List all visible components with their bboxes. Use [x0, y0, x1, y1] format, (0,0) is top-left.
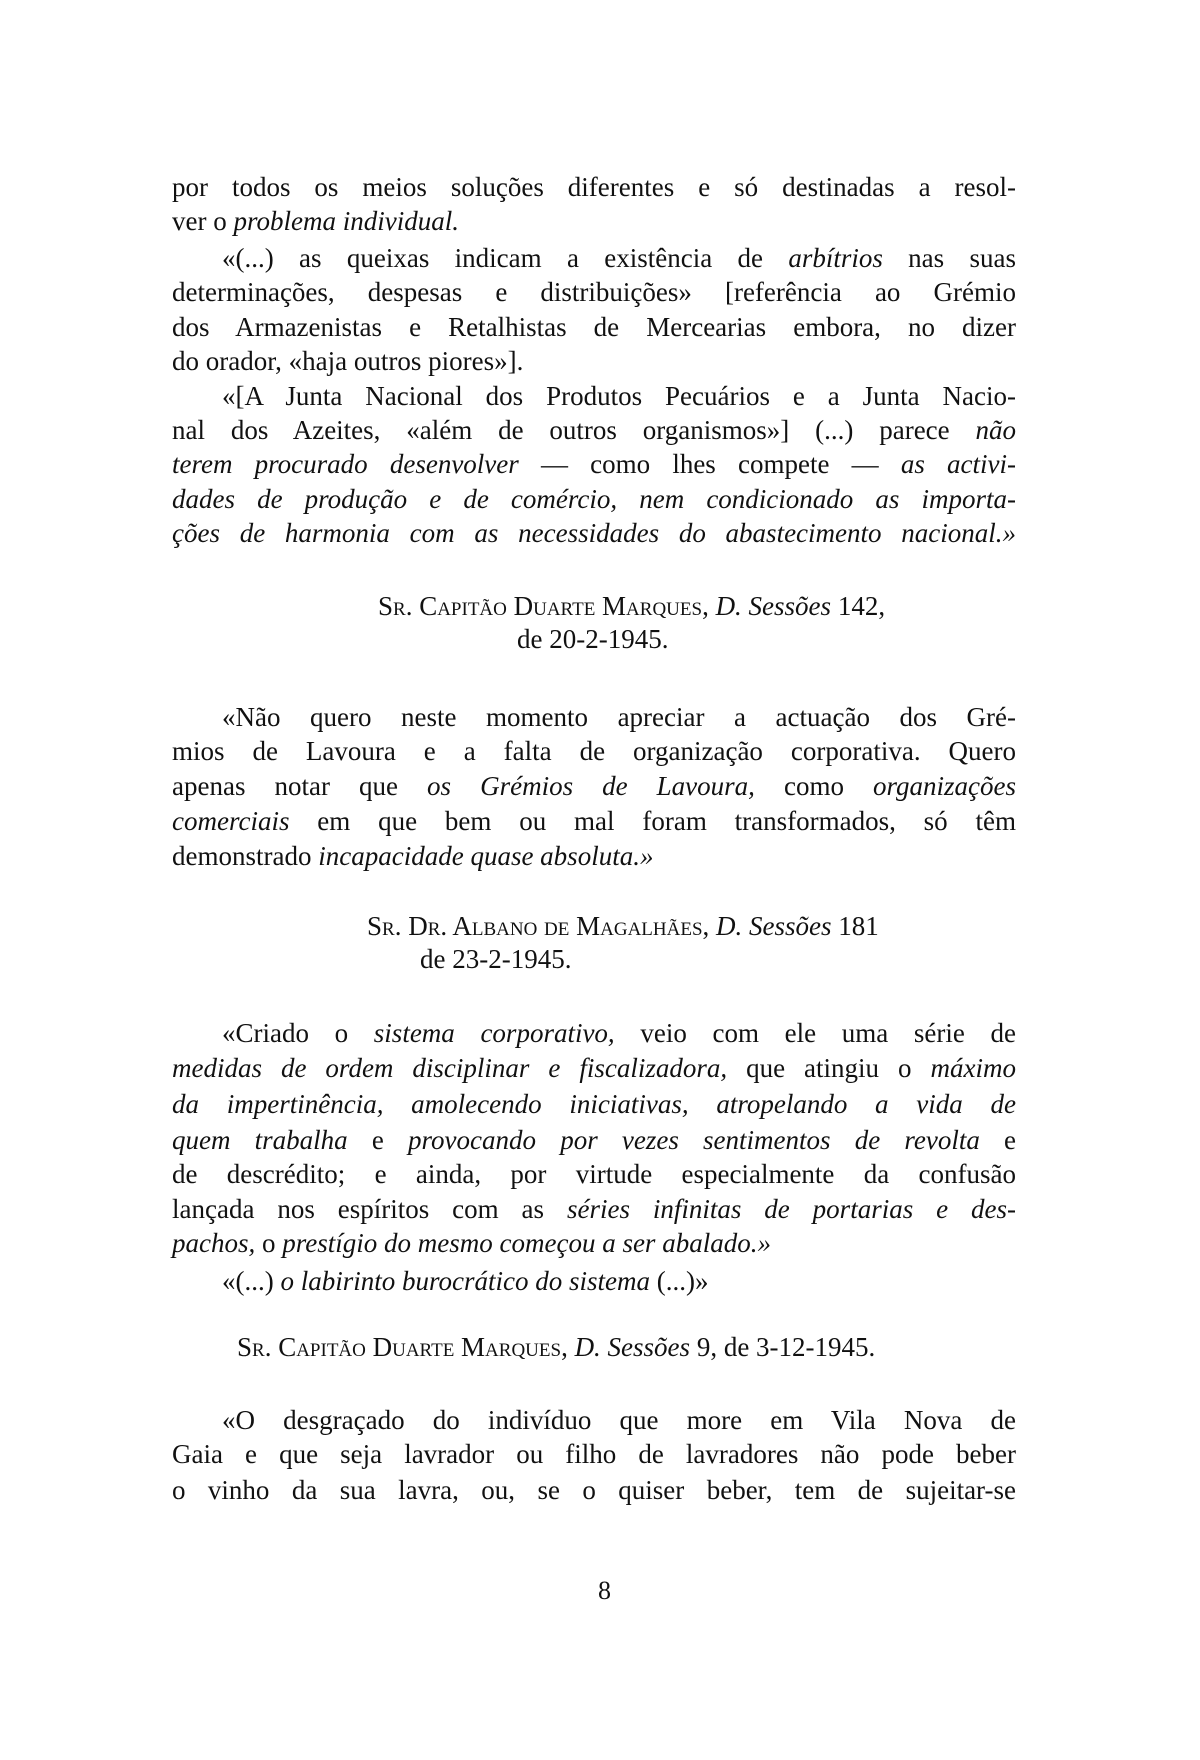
text-run: veio com ele uma série de — [614, 1018, 1016, 1048]
italic-text: o labirinto burocrático do sistema — [280, 1266, 650, 1296]
italic-text: máximo — [930, 1053, 1016, 1083]
text-run: que atingiu o — [727, 1053, 931, 1083]
italic-text: D. Sessões — [716, 911, 832, 941]
italic-text: organizações — [873, 771, 1016, 801]
paragraph-line — [172, 310, 1016, 344]
text-run: por todos os meios soluções diferentes e só destinadas a resol- — [172, 172, 1016, 202]
text-run: e — [347, 1125, 409, 1155]
italic-text: provocando por vezes sentimentos de revolta — [408, 1125, 980, 1155]
text-run: lançada nos espíritos com as — [172, 1194, 567, 1224]
text-run: como — [754, 771, 873, 801]
paragraph-line — [172, 1437, 1016, 1471]
speaker-name: Sr. Dr. Albano de Magalhães, — [367, 911, 717, 941]
text-run: determinações, despesas e distribuições» [referência ao Grémio — [172, 277, 1016, 307]
paragraph-line — [222, 1264, 1016, 1298]
italic-text: pachos, — [172, 1228, 256, 1258]
text-run: de 23-2-1945. — [420, 944, 572, 974]
attribution-line — [367, 909, 879, 943]
italic-text: sistema corporativo, — [373, 1018, 615, 1048]
paragraph-line — [172, 1123, 1016, 1157]
text-run: nal dos Azeites, «além de outros organismos»] (...) parece — [172, 415, 976, 445]
text-run: o — [255, 1228, 283, 1258]
paragraph-line — [172, 1157, 1016, 1191]
italic-text: D. Sessões — [574, 1332, 691, 1362]
paragraph-line — [172, 839, 1016, 873]
paragraph-line — [222, 700, 1016, 734]
italic-text: séries infinitas de portarias e des- — [566, 1194, 1016, 1224]
text-run: em que bem ou mal foram transformados, só têm — [289, 806, 1016, 836]
text-run: dos Armazenistas e Retalhistas de Mercearias embora, no dizer — [172, 312, 1016, 342]
paragraph-line — [222, 1016, 1016, 1050]
text-run: nas suas — [882, 243, 1016, 273]
paragraph-line — [172, 413, 1016, 447]
text-run: (...)» — [649, 1266, 709, 1296]
paragraph-line — [172, 804, 1016, 838]
italic-text: não — [975, 415, 1016, 445]
italic-text: prestígio do mesmo começou a ser abalado.» — [282, 1228, 771, 1258]
text-run: 142, — [831, 591, 886, 621]
paragraph-line — [172, 275, 1016, 309]
paragraph-line — [172, 1192, 1016, 1226]
text-run: Gaia e que seja lavrador ou filho de lavradores não pode beber — [172, 1439, 1016, 1469]
italic-text: incapacidade quase absoluta.» — [318, 841, 654, 871]
text-run: «[A Junta Nacional dos Produtos Pecuários e a Junta Nacio- — [222, 381, 1016, 411]
attribution-line — [517, 622, 668, 656]
page-number: 8 — [598, 1576, 611, 1605]
paragraph-line — [172, 769, 1016, 803]
italic-text: as activi- — [900, 449, 1017, 479]
text-run: «(...) as queixas indicam a existência de — [222, 243, 789, 273]
paragraph-line — [222, 379, 1016, 413]
italic-text: terem procurado desenvolver — [172, 449, 519, 479]
paragraph-line — [172, 516, 1016, 550]
italic-text: os Grémios de Lavoura, — [427, 771, 755, 801]
paragraph-line — [172, 734, 1016, 768]
text-run: de 20-2-1945. — [517, 624, 669, 654]
text-run: 9, de 3-12-1945. — [690, 1332, 876, 1362]
italic-text: problema individual. — [233, 206, 459, 236]
paragraph-line — [172, 170, 1016, 204]
paragraph-line — [172, 482, 1016, 516]
paragraph-line — [172, 1226, 1016, 1260]
attribution-line — [420, 942, 571, 976]
text-run: «(...) — [222, 1266, 281, 1296]
text-run: apenas notar que — [172, 771, 428, 801]
text-run: «Criado o — [222, 1018, 374, 1048]
italic-text: dades de produção e de comércio, nem condicionado as importa- — [172, 484, 1016, 514]
text-run: ver o — [172, 206, 234, 236]
paragraph-line — [172, 344, 1016, 378]
paragraph-line — [222, 1403, 1016, 1437]
speaker-name: Sr. Capitão Duarte Marques, — [378, 591, 716, 621]
speaker-name: Sr. Capitão Duarte Marques, — [237, 1332, 575, 1362]
italic-text: quem trabalha — [172, 1125, 348, 1155]
italic-text: arbítrios — [788, 243, 883, 273]
italic-text: ções de harmonia com as necessidades do abastecimento nacional.» — [172, 518, 1016, 548]
italic-text: medidas de ordem disciplinar e fiscalizadora, — [172, 1053, 728, 1083]
paragraph-line — [172, 1087, 1016, 1121]
italic-text: comerciais — [172, 806, 290, 836]
text-run: «O desgraçado do indivíduo que more em Vila Nova de — [222, 1405, 1016, 1435]
paragraph-line — [172, 1051, 1016, 1085]
paragraph-line — [172, 1473, 1016, 1507]
italic-text: D. Sessões — [715, 591, 832, 621]
text-run: o vinho da sua lavra, ou, se o quiser beber, tem de sujeitar-se — [172, 1475, 1016, 1505]
paragraph-line — [172, 204, 1016, 238]
text-run: 181 — [831, 911, 879, 941]
text-run: demonstrado — [172, 841, 319, 871]
italic-text: da impertinência, amolecendo iniciativas, atropelando a vida de — [172, 1089, 1016, 1119]
paragraph-line — [172, 447, 1016, 481]
text-run: — como lhes compete — — [518, 449, 901, 479]
text-run: e — [979, 1125, 1017, 1155]
text-run: de descrédito; e ainda, por virtude especialmente da confusão — [172, 1159, 1016, 1189]
attribution-line — [237, 1330, 875, 1364]
text-run: «Não quero neste momento apreciar a actuação dos Gré- — [222, 702, 1016, 732]
paragraph-line — [222, 241, 1016, 275]
attribution-line — [378, 589, 885, 623]
text-run: mios de Lavoura e a falta de organização corporativa. Quero — [172, 736, 1016, 766]
text-run: do orador, «haja outros piores»]. — [172, 346, 524, 376]
